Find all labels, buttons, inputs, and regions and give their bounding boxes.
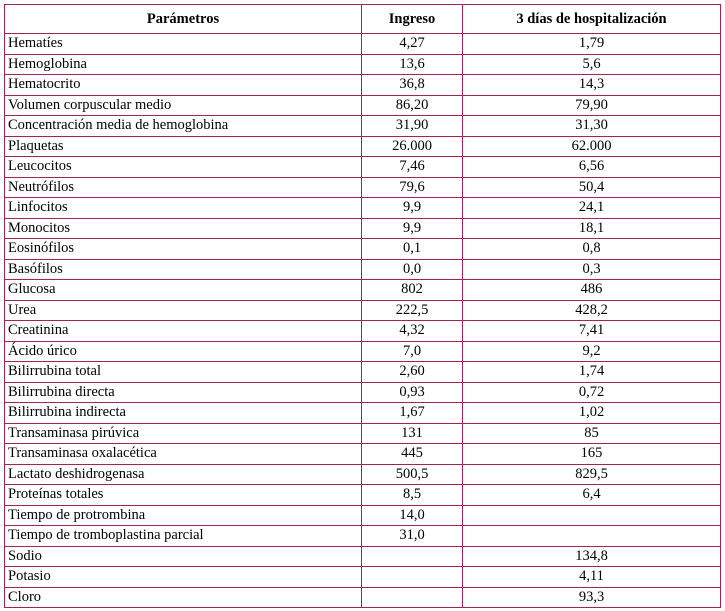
cell-ingreso: 4,27 — [362, 34, 463, 55]
cell-parameter: Bilirrubina total — [5, 362, 362, 383]
cell-hospitalizacion: 6,4 — [463, 485, 721, 506]
cell-hospitalizacion: 0,72 — [463, 382, 721, 403]
cell-hospitalizacion: 7,41 — [463, 321, 721, 342]
cell-hospitalizacion: 829,5 — [463, 464, 721, 485]
cell-parameter: Bilirrubina directa — [5, 382, 362, 403]
table-row — [5, 464, 721, 485]
cell-hospitalizacion: 428,2 — [463, 300, 721, 321]
cell-parameter: Sodio — [5, 546, 362, 567]
cell-hospitalizacion: 50,4 — [463, 177, 721, 198]
table-row — [5, 403, 721, 424]
header-parametros: Parámetros — [5, 5, 362, 34]
cell-ingreso: 86,20 — [362, 95, 463, 116]
cell-ingreso: 445 — [362, 444, 463, 465]
cell-parameter: Tiempo de protrombina — [5, 505, 362, 526]
cell-ingreso: 222,5 — [362, 300, 463, 321]
cell-parameter: Urea — [5, 300, 362, 321]
cell-ingreso: 802 — [362, 280, 463, 301]
header-ingreso: Ingreso — [362, 5, 463, 34]
cell-hospitalizacion: 134,8 — [463, 546, 721, 567]
cell-ingreso: 8,5 — [362, 485, 463, 506]
table-row — [5, 75, 721, 96]
table-row — [5, 505, 721, 526]
cell-hospitalizacion: 79,90 — [463, 95, 721, 116]
cell-ingreso: 9,9 — [362, 218, 463, 239]
cell-hospitalizacion: 93,3 — [463, 587, 721, 608]
cell-parameter: Linfocitos — [5, 198, 362, 219]
cell-parameter: Hemoglobina — [5, 54, 362, 75]
cell-parameter: Cloro — [5, 587, 362, 608]
cell-ingreso — [362, 587, 463, 608]
table-row — [5, 136, 721, 157]
cell-parameter: Ácido úrico — [5, 341, 362, 362]
table-body — [5, 34, 721, 608]
table-row — [5, 526, 721, 547]
cell-hospitalizacion: 165 — [463, 444, 721, 465]
header-hospitalizacion: 3 días de hospitalización — [463, 5, 721, 34]
cell-parameter: Potasio — [5, 567, 362, 588]
cell-ingreso: 0,93 — [362, 382, 463, 403]
cell-ingreso: 500,5 — [362, 464, 463, 485]
cell-ingreso: 13,6 — [362, 54, 463, 75]
cell-hospitalizacion: 6,56 — [463, 157, 721, 178]
cell-hospitalizacion — [463, 505, 721, 526]
cell-parameter: Leucocitos — [5, 157, 362, 178]
cell-ingreso: 0,1 — [362, 239, 463, 260]
cell-hospitalizacion: 4,11 — [463, 567, 721, 588]
table-row — [5, 95, 721, 116]
cell-ingreso: 79,6 — [362, 177, 463, 198]
cell-parameter: Concentración media de hemoglobina — [5, 116, 362, 137]
table-row — [5, 259, 721, 280]
cell-ingreso: 26.000 — [362, 136, 463, 157]
table-row — [5, 54, 721, 75]
table-row — [5, 116, 721, 137]
cell-ingreso: 0,0 — [362, 259, 463, 280]
cell-ingreso: 31,90 — [362, 116, 463, 137]
cell-hospitalizacion: 14,3 — [463, 75, 721, 96]
table-row — [5, 239, 721, 260]
cell-parameter: Neutrófilos — [5, 177, 362, 198]
cell-hospitalizacion — [463, 526, 721, 547]
table-row — [5, 382, 721, 403]
cell-hospitalizacion: 1,02 — [463, 403, 721, 424]
table-row — [5, 423, 721, 444]
cell-ingreso: 1,67 — [362, 403, 463, 424]
cell-ingreso: 4,32 — [362, 321, 463, 342]
cell-hospitalizacion: 85 — [463, 423, 721, 444]
cell-ingreso: 7,0 — [362, 341, 463, 362]
table-row — [5, 362, 721, 383]
cell-parameter: Hematíes — [5, 34, 362, 55]
table-row — [5, 157, 721, 178]
cell-hospitalizacion: 5,6 — [463, 54, 721, 75]
cell-hospitalizacion: 1,74 — [463, 362, 721, 383]
cell-ingreso: 36,8 — [362, 75, 463, 96]
cell-parameter: Basófilos — [5, 259, 362, 280]
table-row — [5, 341, 721, 362]
cell-ingreso: 7,46 — [362, 157, 463, 178]
cell-hospitalizacion: 1,79 — [463, 34, 721, 55]
cell-ingreso: 131 — [362, 423, 463, 444]
cell-parameter: Transaminasa pirúvica — [5, 423, 362, 444]
cell-ingreso: 31,0 — [362, 526, 463, 547]
cell-ingreso: 14,0 — [362, 505, 463, 526]
cell-hospitalizacion: 31,30 — [463, 116, 721, 137]
cell-ingreso: 9,9 — [362, 198, 463, 219]
cell-parameter: Monocitos — [5, 218, 362, 239]
cell-parameter: Tiempo de tromboplastina parcial — [5, 526, 362, 547]
cell-parameter: Transaminasa oxalacética — [5, 444, 362, 465]
cell-parameter: Bilirrubina indirecta — [5, 403, 362, 424]
cell-hospitalizacion: 62.000 — [463, 136, 721, 157]
table-row — [5, 198, 721, 219]
cell-hospitalizacion: 9,2 — [463, 341, 721, 362]
cell-hospitalizacion: 24,1 — [463, 198, 721, 219]
cell-ingreso — [362, 567, 463, 588]
cell-hospitalizacion: 0,8 — [463, 239, 721, 260]
table-row — [5, 485, 721, 506]
table-row — [5, 444, 721, 465]
cell-parameter: Lactato deshidrogenasa — [5, 464, 362, 485]
cell-parameter: Glucosa — [5, 280, 362, 301]
cell-ingreso — [362, 546, 463, 567]
cell-hospitalizacion: 18,1 — [463, 218, 721, 239]
table-row — [5, 34, 721, 55]
cell-hospitalizacion: 486 — [463, 280, 721, 301]
table-row — [5, 587, 721, 608]
table-row — [5, 546, 721, 567]
cell-parameter: Hematocrito — [5, 75, 362, 96]
cell-ingreso: 2,60 — [362, 362, 463, 383]
table-row — [5, 218, 721, 239]
table-row — [5, 300, 721, 321]
table-row — [5, 321, 721, 342]
cell-parameter: Eosinófilos — [5, 239, 362, 260]
cell-parameter: Plaquetas — [5, 136, 362, 157]
table-row — [5, 567, 721, 588]
cell-parameter: Volumen corpuscular medio — [5, 95, 362, 116]
cell-parameter: Proteínas totales — [5, 485, 362, 506]
table-row — [5, 177, 721, 198]
header-row — [5, 5, 721, 34]
cell-hospitalizacion: 0,3 — [463, 259, 721, 280]
cell-parameter: Creatinina — [5, 321, 362, 342]
table-row — [5, 280, 721, 301]
lab-results-table — [4, 4, 721, 608]
